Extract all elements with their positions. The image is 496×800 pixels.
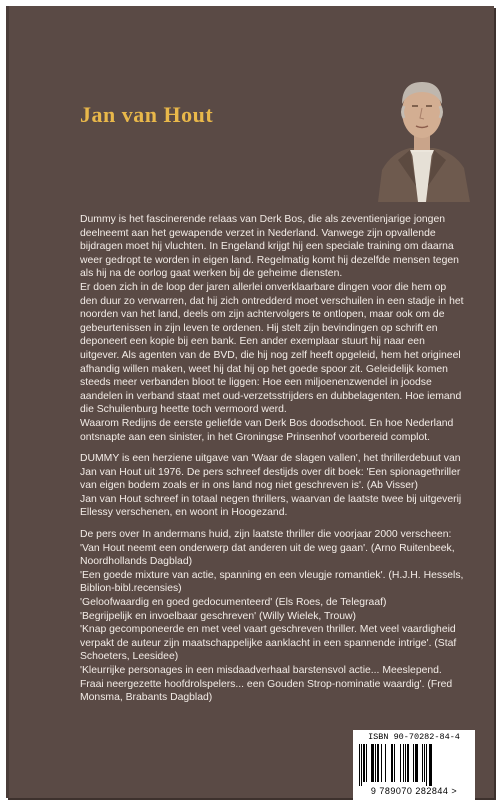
press-quote: 'Geloofwaardig en goed gedocumenteerd' (Els Roes, de Telegraaf)	[80, 597, 387, 609]
barcode-bar	[363, 744, 365, 782]
book-back-cover	[6, 6, 494, 798]
barcode-bar	[415, 744, 418, 782]
barcode-bar	[407, 744, 409, 782]
synopsis-paragraph: Dummy is het fascinerende relaas van Derk Bos, die als zeventienjarige jongen deelneemt aan het gewapende verzet in Nederland. Vanwege zijn opvallende bijdragen moet hij vluchten. In Engeland krijgt hij een speciale training om daarna weer gedropt te worden in eigen land. Regelmatig komt hij dezelfde mensen tegen als hij na de oorlog gaat werken bij de geheime diensten.	[80, 214, 459, 280]
barcode-box	[353, 730, 475, 800]
barcode-bar	[403, 744, 404, 782]
author-name: Jan van Hout	[80, 102, 214, 127]
barcode-bar	[361, 744, 362, 786]
isbn-label: ISBN 90-70282-84-4	[368, 732, 460, 742]
barcode-bar	[394, 744, 395, 782]
about-paragraph: DUMMY is een herziene uitgave van 'Waar de slagen vallen', het thrillerdebuut van Jan van Hout uit 1976. De pers schreef destijds over dit boek: 'Een spionagethriller van eigen bodem zoals er in ons land nog niet geschreven is'. (Ab Visser)	[80, 453, 461, 492]
barcode-bar	[385, 744, 386, 782]
synopsis-paragraph: Waarom Redijns de eerste geliefde van Derk Bos doodschoot. En hoe Nederland ontsnapte aan een sinister, in het Groningse Prinsenhof voorbereid complot.	[80, 417, 454, 443]
barcode-bar	[426, 744, 427, 786]
barcode-bar	[381, 744, 382, 782]
synopsis-paragraph: Er doen zich in de loop der jaren allerlei onverklaarbare dingen voor die hem op den duur zo verwarren, dat hij zich ontredderd moet verschuilen in een stadje in het noorden van het land, deels om zijn achtervolgers te ontlopen, maar ook om de gebeurtenissen in zijn leven te ordenen. Hij stelt zijn bevindingen op schrift en deponeert een kopie bij een bank. Een ander exemplaar stuurt hij naar een uitgever. Als agenten van de BVD, die hij nog zelf heeft opgeleid, hem het origineel afhandig willen maken, weet hij dat hij op het goede spoor zit. Geleidelijk komen steeds meer verbanden bloot te liggen: Hoe een miljoenenzwendel in joodse aandelen in verband staat met oud-verzetsstrijders en dubbelagenten. Hoe iemand die Schuilenburg heette toch vermoord werd.	[80, 281, 464, 416]
barcode-bar	[371, 744, 374, 782]
barcode-bar	[359, 744, 360, 786]
barcode-bar	[366, 744, 367, 782]
ean-digits: 9 789070 282844 >	[370, 786, 458, 796]
press-quote: 'Knap gecomponeerde en met veel vaart geschreven thriller. Met veel vaardigheid verpakt de auteur zijn maatschappelijke aanklacht in een spannende intrige'. (Staf Schoeters, Leesidee)	[80, 624, 457, 663]
press-quote: 'Begrijpelijk en invoelbaar geschreven' (Willy Wielek, Trouw)	[80, 610, 356, 622]
barcode-bar	[400, 744, 401, 782]
barcode-bar	[377, 744, 379, 782]
barcode-bar	[422, 744, 423, 782]
barcode-bar	[375, 744, 376, 782]
barcode-bar	[405, 744, 406, 782]
back-cover-text	[80, 213, 464, 705]
author-portrait	[370, 66, 474, 202]
barcode-bar	[391, 744, 393, 782]
barcode-bar	[429, 744, 432, 786]
spine-edge	[6, 6, 9, 798]
about-paragraph: Jan van Hout schreef in totaal negen thrillers, waarvan de laatste twee bij uitgeverij Ellessy verschenen, en woont in Hoogezand.	[80, 493, 462, 519]
barcode-icon	[357, 744, 471, 786]
press-intro: De pers over In andermans huid, zijn laatste thriller die voorjaar 2000 verscheen: 'Van Hout neemt een onderwerp dat anderen uit de weg gaan'. (Arno Ruitenbeek, Noordhollands Dagblad)	[80, 529, 455, 568]
press-quote: 'Een goede mixture van actie, spanning en een vleugje romantiek'. (H.J.H. Hessels, Biblion-bibl.recensies)	[80, 569, 464, 595]
barcode-bar	[424, 744, 425, 782]
press-quote: 'Kleurrijke personages in een misdaadverhaal barstensvol actie... Meeslepend. Fraai neergezette hoofdrolspelers... een Gouden Strop-nominatie waardig'. (Fred Monsma, Brabants Dagblad)	[80, 665, 453, 704]
barcode-bar	[413, 744, 414, 782]
